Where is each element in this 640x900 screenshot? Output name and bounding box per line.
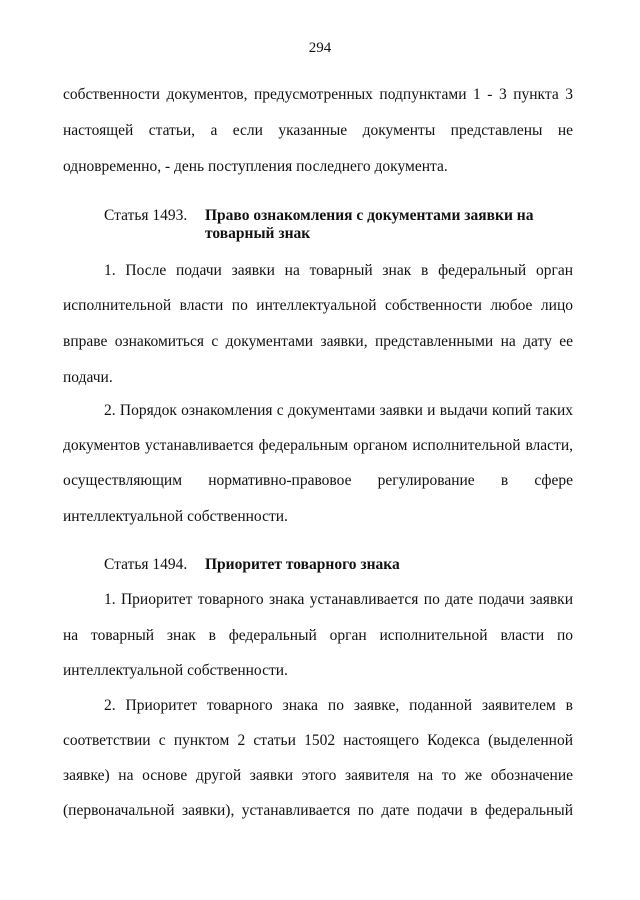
article-1493-heading bbox=[104, 207, 204, 225]
article-1493-title-line-1: Право ознакомления с документами заявки на bbox=[205, 207, 534, 224]
article-1493-number: Статья 1493. bbox=[104, 207, 188, 224]
article-1493-p2-line-2: документов устанавливается федеральным органом исполнительной власти, bbox=[63, 437, 573, 454]
article-1494-heading bbox=[104, 556, 204, 574]
article-1494-p2-line-1: 2. Приоритет товарного знака по заявке, поданной заявителем в bbox=[104, 697, 573, 714]
intro-line-1: собственности документов, предусмотренных подпунктами 1 - 3 пункта 3 bbox=[63, 86, 573, 103]
page-number: 294 bbox=[308, 40, 332, 56]
article-1494-title: Приоритет товарного знака bbox=[205, 556, 400, 573]
article-1493-p2-line-3: осуществляющим нормативно-правовое регулирование в сфере bbox=[63, 472, 573, 489]
article-1493-p1-line-2: исполнительной власти по интеллектуальной собственности любое лицо bbox=[63, 297, 573, 314]
intro-line-2: настоящей статьи, а если указанные документы представлены не bbox=[63, 122, 573, 139]
article-1493-title-line-2: товарный знак bbox=[205, 225, 311, 242]
article-1494-p2-line-3: заявке) на основе другой заявки этого заявителя на то же обозначение bbox=[63, 767, 573, 784]
article-1493-p1-line-4: подачи. bbox=[63, 369, 113, 386]
intro-line-3: одновременно, - день поступления последнего документа. bbox=[63, 158, 448, 175]
article-1494-p1-line-2: на товарный знак в федеральный орган исполнительной власти по bbox=[63, 627, 573, 644]
article-1494-number: Статья 1494. bbox=[104, 556, 188, 573]
article-1493-p1-line-1: 1. После подачи заявки на товарный знак в федеральный орган bbox=[104, 262, 573, 279]
article-1494-p1-line-3: интеллектуальной собственности. bbox=[63, 662, 288, 679]
article-1493-p1-line-3: вправе ознакомиться с документами заявки, представленными на дату ее bbox=[63, 333, 573, 350]
article-1494-p2-line-2: соответствии с пунктом 2 статьи 1502 настоящего Кодекса (выделенной bbox=[63, 732, 573, 749]
article-1493-p2-line-4: интеллектуальной собственности. bbox=[63, 508, 288, 525]
article-1493-p2-line-1: 2. Порядок ознакомления с документами заявки и выдачи копий таких bbox=[104, 402, 573, 419]
article-1494-p2-line-4: (первоначальной заявки), устанавливается по дате подачи в федеральный bbox=[63, 802, 573, 819]
article-1494-p1-line-1: 1. Приоритет товарного знака устанавливается по дате подачи заявки bbox=[104, 591, 573, 608]
